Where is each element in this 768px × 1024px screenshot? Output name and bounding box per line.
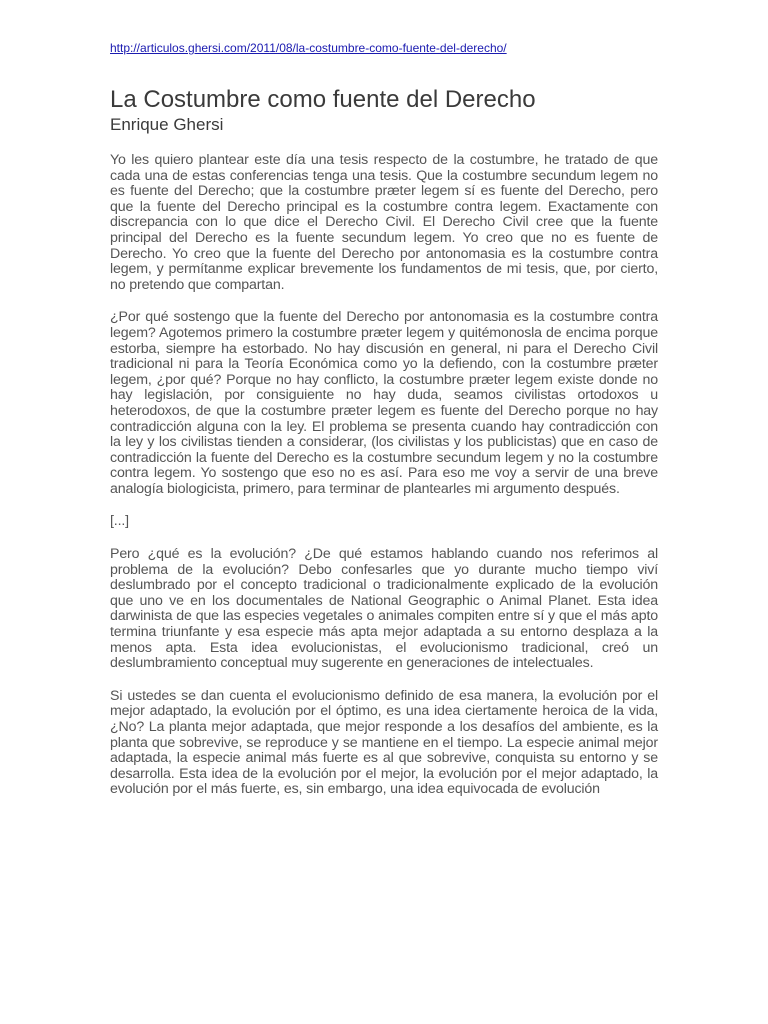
document-author: Enrique Ghersi: [110, 115, 224, 134]
body-paragraph-1: Yo les quiero plantear este día una tesis respecto de la costumbre, he tratado de que cada una de estas conferencias tenga una tesis. Que la costumbre secundum legem no es fuente del Derecho; que la costumbre præter legem sí es fuente del Derecho, pero que la fuente del Derecho principal es la costumbre contra legem. Exactamente con discrepancia con lo que dice el Derecho Civil. El Derecho Civil cree que la fuente principal del Derecho es la fuente secundum legem. Yo creo que no es fuente de Derecho. Yo creo que la fuente del Derecho por antonomasia es la costumbre contra legem, y permítanme explicar brevemente los fundamentos de mi tesis, que, por cierto, no pretendo que compartan.: [110, 152, 658, 293]
body-paragraph-4: Si ustedes se dan cuenta el evolucionismo definido de esa manera, la evolución por el mejor adaptado, la evolución por el óptimo, es una idea ciertamente heroica de la vida, ¿No? La planta mejor adaptada, que mejor responde a los desafíos del ambiente, es la planta que sobrevive, se reproduce y se mantiene en el tiempo. La especie animal mejor adaptada, la especie animal más fuerte es al que sobrevive, conquista su entorno y se desarrolla. Esta idea de la evolución por el mejor, la evolución por el mejor adaptado, la evolución por el más fuerte, es, sin embargo, una idea equivocada de evolución: [110, 687, 658, 798]
omission-marker: [...]: [110, 513, 129, 530]
document-title: La Costumbre como fuente del Derecho: [110, 86, 536, 113]
document-page: [110, 40, 658, 815]
body-paragraph-3: Pero ¿qué es la evolución? ¿De qué estamos hablando cuando nos referimos al problema de la evolución? Debo confesarles que yo durante mucho tiempo viví deslumbrado por el concepto tradicional o tradicionalmente explicado de la evolución que uno ve en los documentales de National Geographic o Animal Planet. Esta idea darwinista de que las especies vegetales o animales compiten entre sí y que el más apto termina triunfante y esa especie más apta mejor adaptada a su entorno desplaza a la menos apta. Esta idea evolucionistas, el evolucionismo tradicional, creó un deslumbramiento conceptual muy sugerente en generaciones de intelectuales.: [110, 546, 658, 672]
source-url-link[interactable]: http://articulos.ghersi.com/2011/08/la-costumbre-como-fuente-del-derecho/: [110, 41, 507, 55]
body-paragraph-2: ¿Por qué sostengo que la fuente del Derecho por antonomasia es la costumbre contra legem? Agotemos primero la costumbre præter legem y quitémonosla de encima porque estorba, siempre ha estorbado. No hay discusión en general, ni para el Derecho Civil tradicional ni para la Teoría Económica como yo la defiendo, con la costumbre præter legem, ¿por qué? Porque no hay conflicto, la costumbre præter legem existe donde no hay legislación, por consiguiente no hay duda, seamos civilistas ortodoxos u heterodoxos, de que la costumbre præter legem es fuente del Derecho porque no hay contradicción alguna con la ley. El problema se presenta cuando hay contradicción con la ley y los civilistas tienden a considerar, (los civilistas y los publicistas) que en caso de contradicción la fuente del Derecho es la costumbre secundum legem y no la costumbre contra legem. Yo sostengo que eso no es así. Para eso me voy a servir de una breve analogía biologicista, primero, para terminar de plantearles mi argumento después.: [110, 309, 658, 497]
